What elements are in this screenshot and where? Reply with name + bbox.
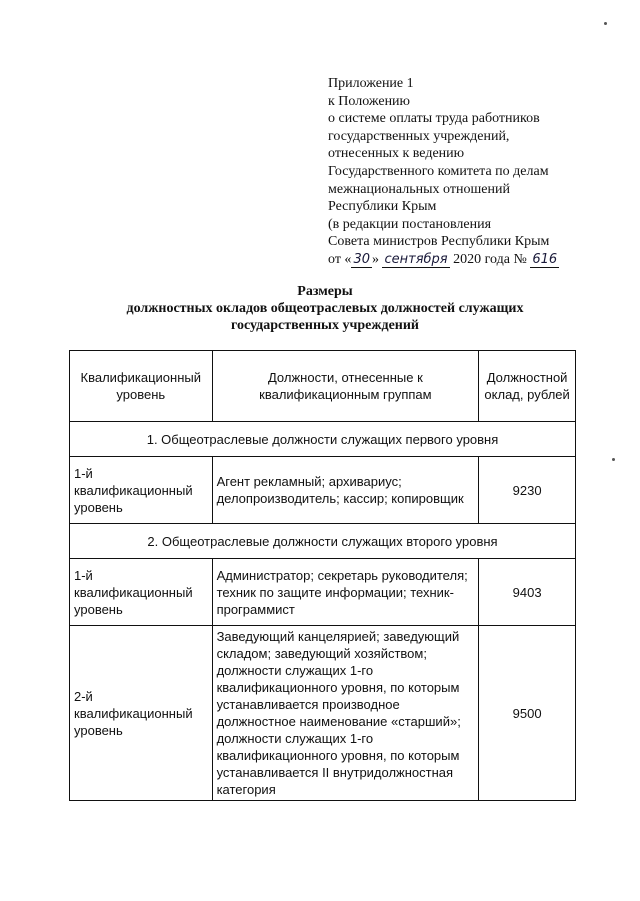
date-mid: » bbox=[371, 251, 379, 267]
title-line-1: Размеры bbox=[297, 284, 353, 299]
salary-cell: 9500 bbox=[479, 626, 576, 801]
appendix-line: Государственного комитета по делам bbox=[328, 163, 549, 179]
appendix-line: Приложение 1 bbox=[328, 76, 414, 91]
positions-cell: Администратор; секретарь руководителя; техник по защите информации; техник-программист bbox=[212, 559, 479, 626]
appendix-block bbox=[328, 75, 628, 269]
table-row bbox=[70, 559, 576, 626]
handwritten-number: 616 bbox=[532, 251, 558, 267]
scan-speck bbox=[612, 458, 615, 461]
appendix-date-line bbox=[328, 251, 628, 269]
title-line-2: должностных окладов общеотраслевых должностей служащих bbox=[126, 301, 524, 316]
table-row bbox=[70, 457, 576, 524]
section-row-2 bbox=[70, 524, 576, 559]
appendix-line: (в редакции постановления bbox=[328, 216, 492, 232]
positions-cell: Заведующий канцелярией; заведующий складом; заведующий хозяйством; должности служащих 1-го квалификационного уровня, по которым устанавливается производное должностное наименование «старший»; должности служащих 1-го квалификационного уровня, по которым устанавливается II внутридолжностная категория bbox=[212, 626, 479, 801]
appendix-line: отнесенных к ведению bbox=[328, 146, 465, 162]
appendix-line: межнациональных отношений bbox=[328, 181, 510, 197]
date-suffix: 2020 года № bbox=[449, 251, 527, 267]
section-row-1 bbox=[70, 422, 576, 457]
salary-cell: 9230 bbox=[479, 457, 576, 524]
level-cell: 1-й квалификационный уровень bbox=[70, 559, 213, 626]
table-row bbox=[70, 626, 576, 801]
salary-table bbox=[69, 350, 576, 801]
scan-speck bbox=[604, 22, 607, 25]
title-line-3: государственных учреждений bbox=[231, 318, 419, 333]
level-cell: 2-й квалификационный уровень bbox=[70, 626, 213, 801]
document-title bbox=[60, 283, 590, 334]
section-title: 2. Общеотраслевые должности служащих второго уровня bbox=[70, 524, 576, 559]
appendix-line: государственных учреждений, bbox=[328, 128, 510, 144]
positions-cell: Агент рекламный; архивариус; делопроизводитель; кассир; копировщик bbox=[212, 457, 479, 524]
date-prefix: от « bbox=[328, 251, 352, 267]
header-level: Квалификационный уровень bbox=[70, 351, 213, 422]
handwritten-day: 30 bbox=[353, 251, 370, 267]
appendix-line: Республики Крым bbox=[328, 199, 437, 215]
appendix-line: Совета министров Республики Крым bbox=[328, 234, 550, 250]
table-header-row bbox=[70, 351, 576, 422]
appendix-line: о системе оплаты труда работников bbox=[328, 111, 540, 127]
salary-cell: 9403 bbox=[479, 559, 576, 626]
section-title: 1. Общеотраслевые должности служащих первого уровня bbox=[70, 422, 576, 457]
handwritten-month: сентября bbox=[384, 251, 448, 267]
header-positions: Должности, отнесенные к квалификационным группам bbox=[212, 351, 479, 422]
level-cell: 1-й квалификационный уровень bbox=[70, 457, 213, 524]
header-salary: Должностной оклад, рублей bbox=[479, 351, 576, 422]
appendix-line: к Положению bbox=[328, 93, 411, 109]
